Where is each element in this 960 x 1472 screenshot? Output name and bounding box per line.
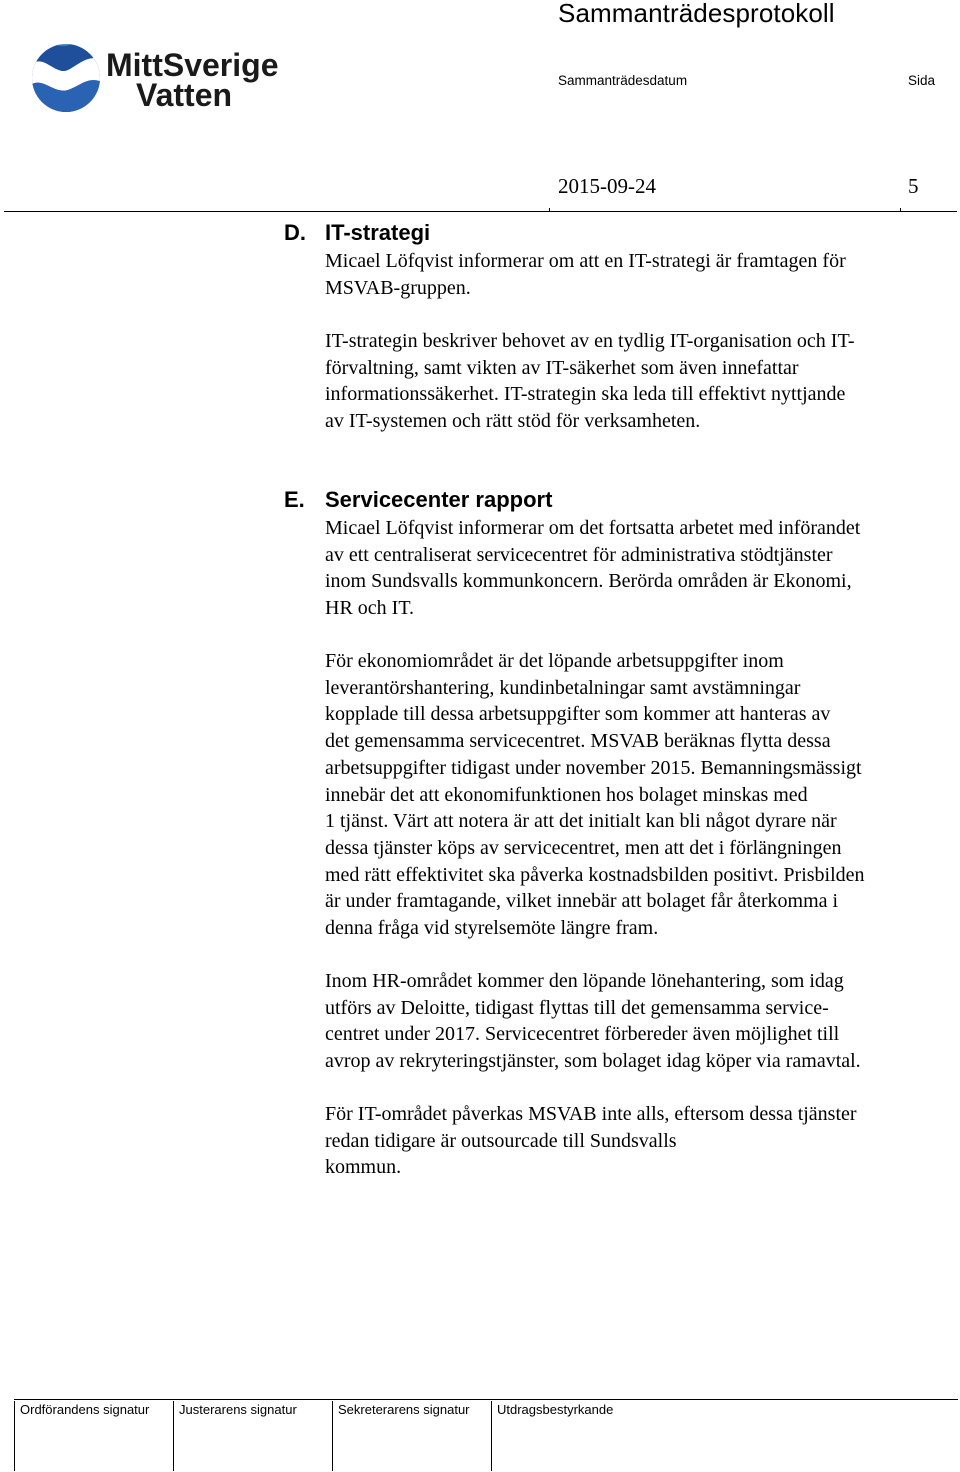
text-line: 1 tjänst. Värt att notera är att det initialt kan bli något dyrare när bbox=[325, 810, 837, 833]
signature-box-chair bbox=[14, 1401, 172, 1471]
paragraph bbox=[325, 1101, 955, 1181]
text-line: avrop av rekryteringstjänster, som bolaget idag köper via ramavtal. bbox=[325, 1050, 861, 1073]
text-line: är under framtagande, vilket innebär att bolaget får återkomma i bbox=[325, 890, 839, 913]
text-line: MSVAB-gruppen. bbox=[325, 276, 471, 299]
section-letter: E. bbox=[284, 487, 305, 512]
text-line: kopplade till dessa arbetsuppgifter som kommer att hanteras av bbox=[325, 703, 831, 726]
paragraph bbox=[325, 328, 955, 435]
section-letter: D. bbox=[284, 220, 306, 245]
header-divider-tick bbox=[549, 208, 550, 212]
section-title: Servicecenter rapport bbox=[325, 487, 553, 512]
paragraph bbox=[325, 515, 955, 622]
text-line: Inom HR-området kommer den löpande lönehantering, som idag bbox=[325, 970, 844, 992]
text-line: IT-strategin beskriver behovet av en tydlig IT-organisation och IT- bbox=[325, 330, 855, 352]
text-line: HR och IT. bbox=[325, 597, 415, 620]
signature-label: Utdragsbestyrkande bbox=[497, 1402, 614, 1417]
paragraph bbox=[325, 248, 955, 301]
signature-label: Sekreterarens signatur bbox=[338, 1402, 470, 1417]
text-line: innebär det att ekonomifunktionen hos bolaget minskas med bbox=[325, 783, 808, 806]
text-line: utförs av Deloitte, tidigast flyttas till det gemensamma service- bbox=[325, 996, 829, 1019]
text-line: För ekonomiområdet är det löpande arbetsuppgifter inom bbox=[325, 650, 784, 672]
text-line: denna fråga vid styrelsemöte längre fram. bbox=[325, 917, 659, 940]
page-number: 5 bbox=[908, 174, 919, 198]
text-line: redan tidigare är outsourcade till Sundsvalls bbox=[325, 1129, 677, 1152]
text-line: det gemensamma servicecentret. MSVAB beräknas flytta dessa bbox=[325, 730, 831, 753]
text-line: För IT-området påverkas MSVAB inte alls, eftersom dessa tjänster bbox=[325, 1103, 857, 1125]
text-line: av ett centraliserat servicecentret för administrativa stödtjänster bbox=[325, 543, 833, 566]
paragraph bbox=[325, 648, 955, 942]
signature-label: Ordförandens signatur bbox=[20, 1402, 150, 1417]
signature-box-adjuster bbox=[173, 1401, 331, 1471]
page-label: Sida bbox=[908, 73, 936, 88]
text-line: informationssäkerhet. IT-strategin ska leda till effektivt nyttjande bbox=[325, 383, 846, 406]
text-line: Micael Löfqvist informerar om det fortsatta arbetet med införandet bbox=[325, 517, 861, 539]
mittsverige-vatten-logo bbox=[32, 24, 282, 136]
document-title: Sammanträdesprotokoll bbox=[558, 0, 835, 28]
logo-text-line2: Vatten bbox=[136, 77, 233, 113]
text-line: med rätt effektivitet ska påverka kostnadsbilden positivt. Prisbilden bbox=[325, 863, 865, 886]
text-line: leverantörshantering, kundinbetalningar samt avstämningar bbox=[325, 676, 801, 699]
section-heading-e bbox=[284, 487, 552, 513]
signature-box-extract bbox=[491, 1401, 958, 1471]
text-line: Micael Löfqvist informerar om att en IT-strategi är framtagen för bbox=[325, 250, 846, 272]
header-divider bbox=[4, 211, 549, 212]
footer-divider bbox=[14, 1399, 958, 1400]
signature-box-secretary bbox=[332, 1401, 490, 1471]
signature-label: Justerarens signatur bbox=[179, 1402, 297, 1417]
text-line: förvaltning, samt vikten av IT-säkerhet som även innefattar bbox=[325, 356, 799, 379]
text-line: centret under 2017. Servicecentret förbereder även möjlighet till bbox=[325, 1023, 840, 1046]
header-divider-tick bbox=[900, 208, 901, 212]
meeting-date: 2015-09-24 bbox=[558, 174, 656, 198]
text-line: arbetsuppgifter tidigast under november 2015. Bemanningsmässigt bbox=[325, 756, 862, 779]
text-line: dessa tjänster köps av servicecentret, men att det i förlängningen bbox=[325, 836, 842, 859]
text-line: inom Sundsvalls kommunkoncern. Berörda områden är Ekonomi, bbox=[325, 570, 852, 593]
text-line: av IT-systemen och rätt stöd för verksamheten. bbox=[325, 410, 701, 433]
meeting-date-label: Sammanträdesdatum bbox=[558, 73, 688, 88]
paragraph bbox=[325, 968, 955, 1075]
header-divider-right bbox=[549, 211, 957, 212]
logo-text-line1: MittSverige bbox=[106, 47, 279, 83]
text-line: kommun. bbox=[325, 1156, 402, 1179]
section-title: IT-strategi bbox=[325, 220, 431, 245]
section-heading-d bbox=[284, 220, 430, 246]
